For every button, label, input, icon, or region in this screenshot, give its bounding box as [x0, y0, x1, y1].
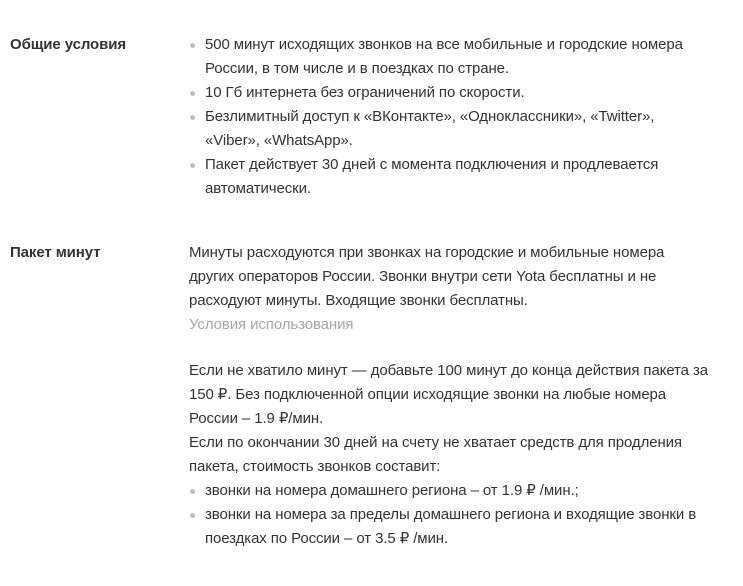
list-item-text: звонки на номера за пределы домашнего региона и входящие звонки в поездках по России – от 3.5 ₽ /мин.	[205, 506, 697, 547]
general-terms-list	[189, 33, 709, 201]
call-rates-list	[189, 479, 709, 551]
bullet-icon	[190, 489, 195, 494]
list-item	[189, 33, 709, 81]
list-item	[189, 105, 709, 153]
bullet-icon	[190, 43, 195, 48]
list-item-text: 10 Гб интернета без ограничений по скорости.	[205, 84, 525, 101]
minutes-package-label-column	[0, 241, 189, 265]
list-item-text: 500 минут исходящих звонков на все мобильные и городские номера России, в том числе и в поездках по стране.	[205, 36, 683, 77]
add-minutes-paragraph: Если не хватило минут — добавьте 100 минут до конца действия пакета за 150 ₽. Без подключенной опции исходящие звонки на любые номера России – 1.9 ₽/мин.	[189, 362, 708, 427]
general-terms-label-column	[0, 33, 189, 57]
section-minutes-package	[0, 241, 743, 551]
bullet-icon	[190, 115, 195, 120]
bullet-icon	[190, 513, 195, 518]
list-item	[189, 503, 709, 551]
list-item	[189, 479, 709, 503]
list-item-text: Безлимитный доступ к «ВКонтакте», «Одноклассники», «Twitter», «Viber», «WhatsApp».	[205, 108, 655, 149]
section-general-terms	[0, 33, 743, 201]
general-terms-content	[189, 33, 709, 201]
list-item	[189, 81, 709, 105]
section-title-minutes-package: Пакет минут	[10, 244, 101, 261]
section-title-general-terms: Общие условия	[10, 36, 127, 53]
bullet-icon	[190, 163, 195, 168]
renewal-conditions-paragraph: Если по окончании 30 дней на счету не хватает средств для продления пакета, стоимость звонков составит:	[189, 434, 682, 475]
minutes-intro-paragraph: Минуты расходуются при звонках на городские и мобильные номера других операторов России. Звонки внутри сети Yota бесплатны и не расходуют минуты. Входящие звонки бесплатны.	[189, 244, 665, 309]
usage-terms-subheading: Условия использования	[189, 316, 354, 333]
list-item-text: звонки на номера домашнего региона – от 1.9 ₽ /мин.;	[205, 482, 579, 499]
bullet-icon	[190, 91, 195, 96]
list-item-text: Пакет действует 30 дней с момента подключения и продлевается автоматически.	[205, 156, 659, 197]
minutes-package-content	[189, 241, 709, 551]
list-item	[189, 153, 709, 201]
